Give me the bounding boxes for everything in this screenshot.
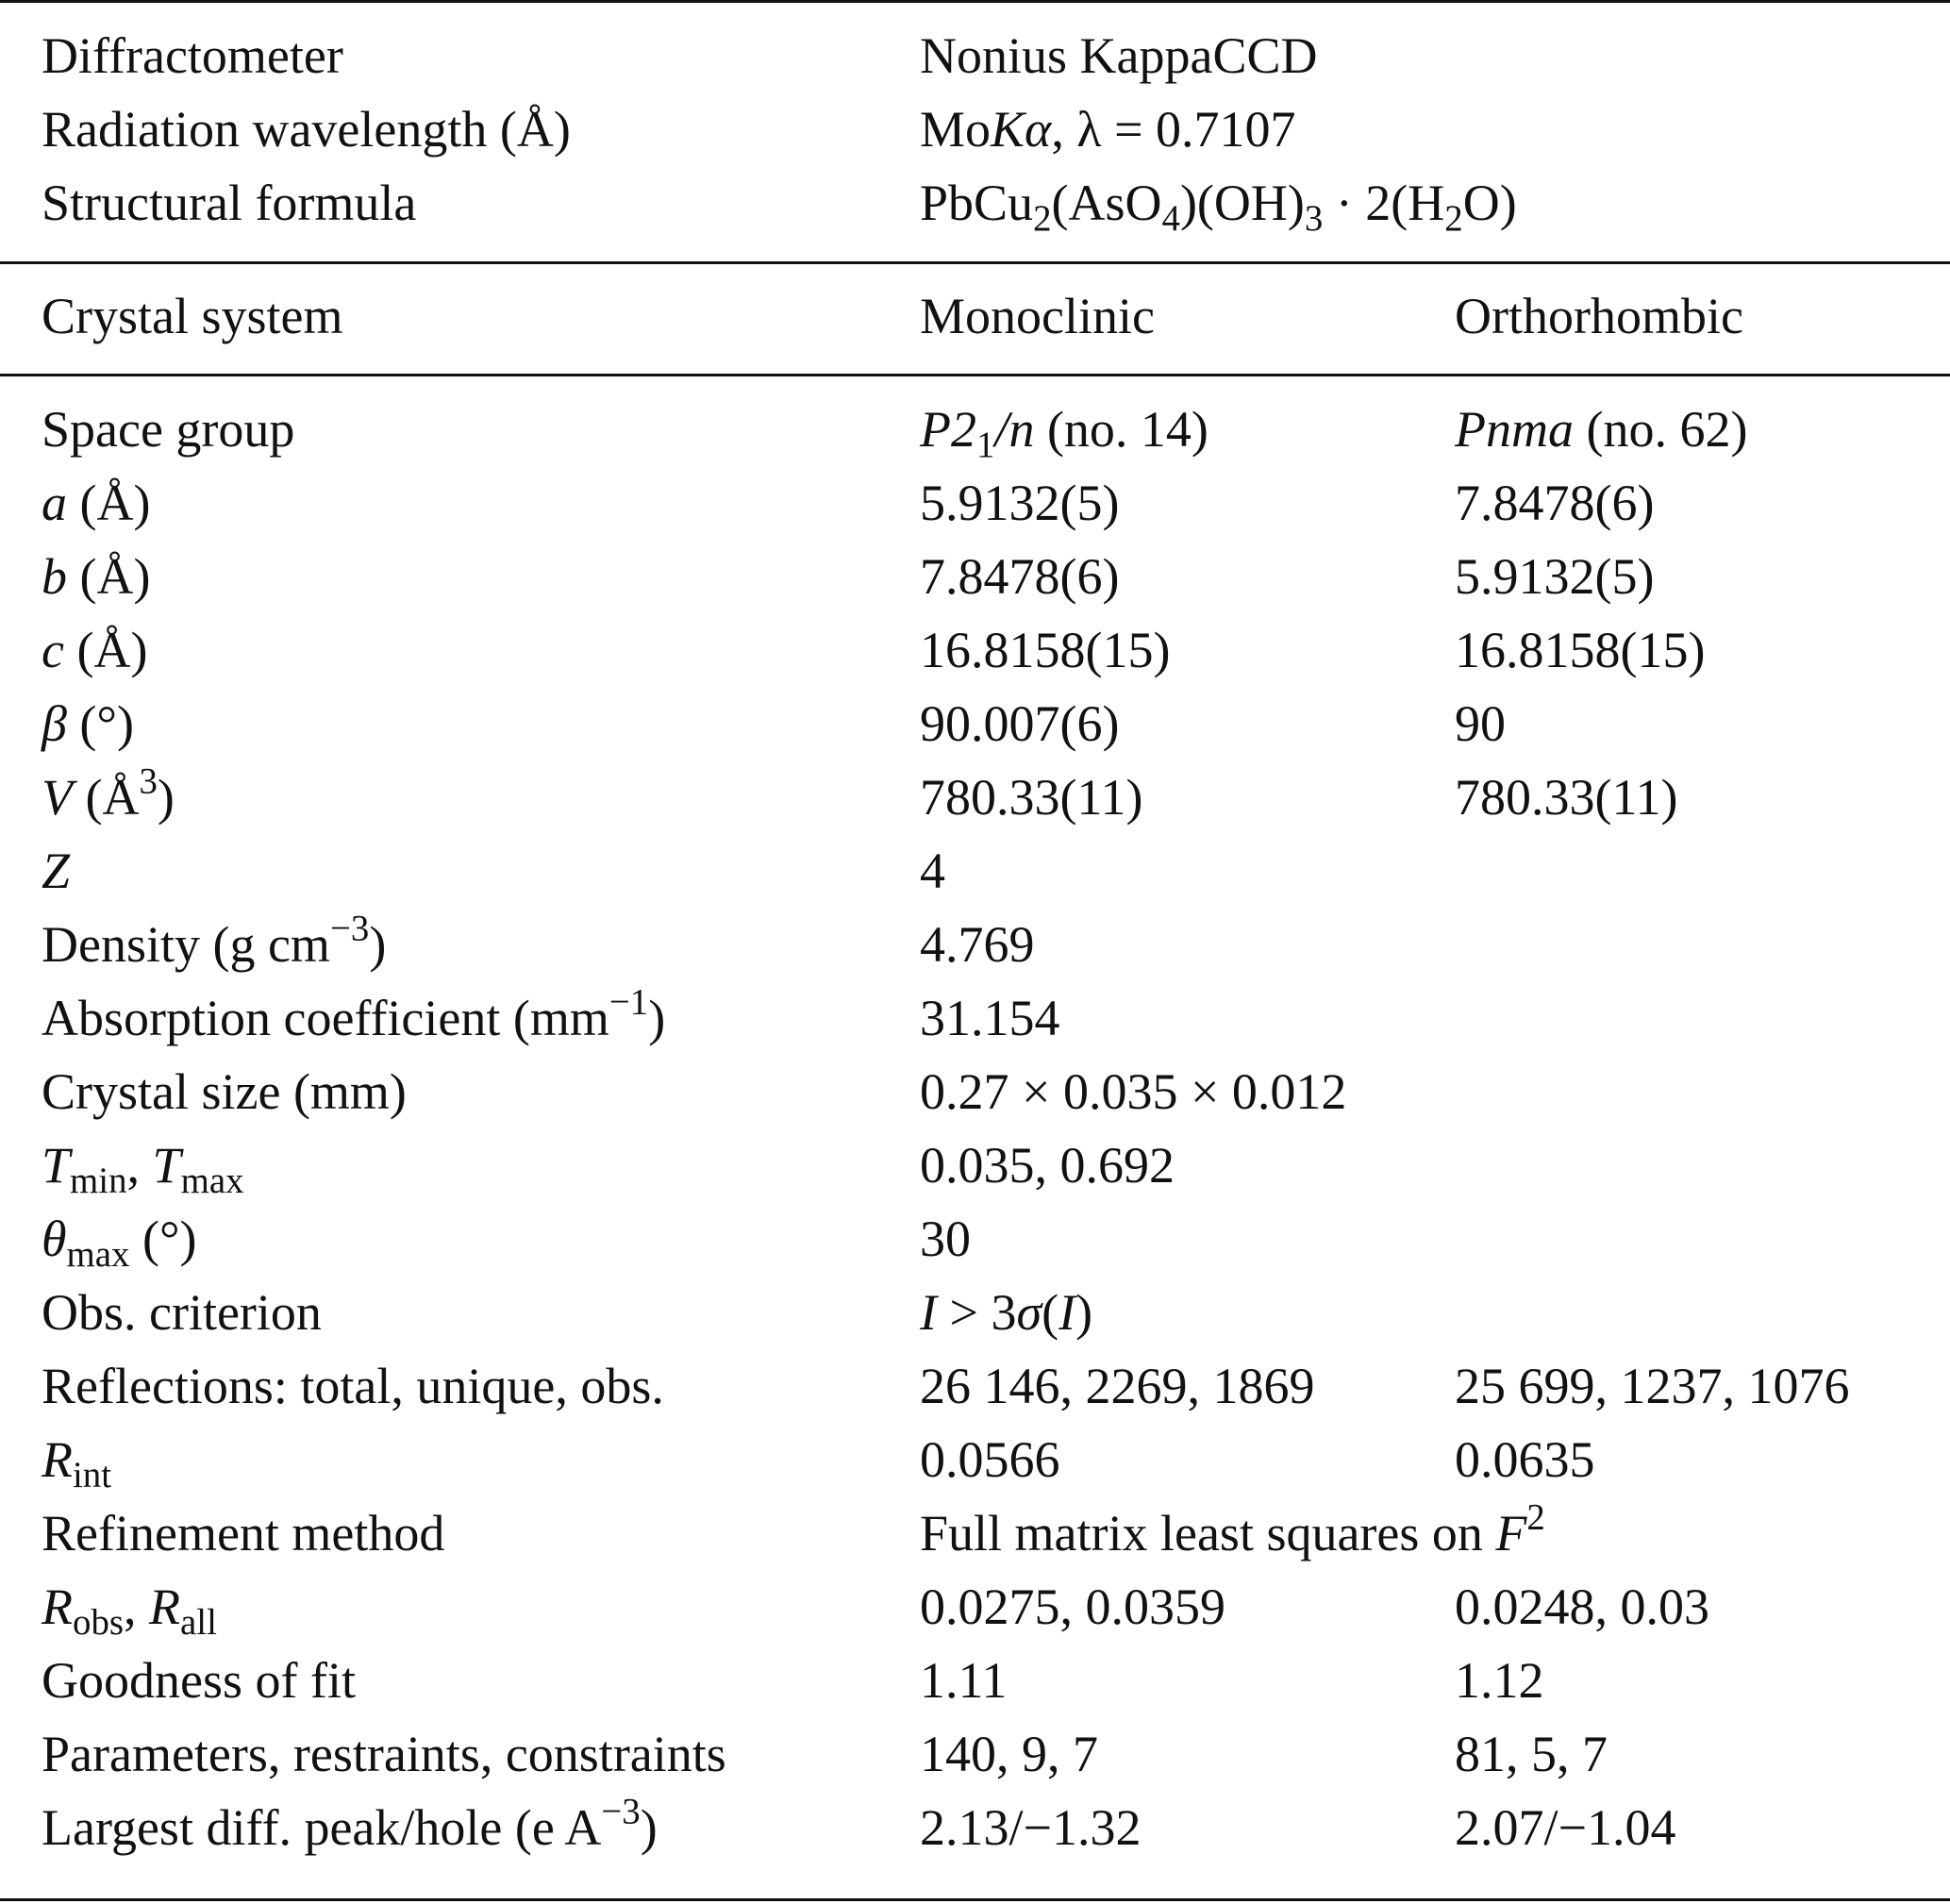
- label-theta-max: $\theta_{max}$ (°): [42, 1211, 197, 1275]
- value-radiation: MoKα, λ = 0.7107: [920, 101, 1296, 158]
- row-r-int: [0, 1423, 1950, 1496]
- value-reflections-mono: 26 146, 2269, 1869: [920, 1358, 1315, 1414]
- label-crystal-system: Crystal system: [42, 288, 343, 344]
- row-radiation: [0, 92, 1950, 166]
- label-refinement: Refinement method: [42, 1505, 445, 1562]
- label-r-int: $R_{int}$: [42, 1431, 112, 1495]
- rule-after-columns: [0, 374, 1950, 376]
- value-refinement: Full matrix least squares on $F^2$: [920, 1496, 1545, 1562]
- row-diff-peak: [0, 1791, 1950, 1864]
- rule-after-header: [0, 261, 1950, 264]
- label-space-group: Space group: [42, 401, 295, 458]
- row-volume: [0, 760, 1950, 834]
- column-monoclinic: Monoclinic: [920, 288, 1155, 344]
- row-crystal-system: [0, 279, 1950, 353]
- value-formula: $PbCu_2(AsO_4)(OH)_3 \cdot 2(H_2O)$: [920, 175, 1517, 239]
- value-diff-peak-mono: 2.13/−1.32: [920, 1799, 1142, 1856]
- label-beta: β (°): [42, 695, 134, 752]
- value-gof-mono: 1.11: [920, 1652, 1008, 1709]
- row-b: [0, 540, 1950, 613]
- row-c: [0, 613, 1950, 687]
- value-z: 4: [920, 843, 945, 899]
- label-c: c (Å): [42, 622, 148, 678]
- value-r-int-mono: 0.0566: [920, 1431, 1060, 1488]
- value-diffractometer: Nonius KappaCCD: [920, 27, 1318, 84]
- row-a: [0, 466, 1950, 540]
- value-c-ortho: 16.8158(15): [1455, 622, 1706, 678]
- value-diff-peak-ortho: 2.07/−1.04: [1455, 1799, 1676, 1856]
- value-r-int-ortho: 0.0635: [1455, 1431, 1595, 1488]
- value-b-mono: 7.8478(6): [920, 548, 1120, 605]
- column-orthorhombic: Orthorhombic: [1455, 288, 1743, 344]
- row-params: [0, 1717, 1950, 1791]
- value-space-group-mono: $P2_1/n$ (no. 14): [920, 401, 1208, 465]
- value-volume-mono: 780.33(11): [920, 769, 1143, 826]
- value-space-group-ortho: Pnma (no. 62): [1455, 401, 1748, 458]
- row-crystal-size: [0, 1055, 1950, 1128]
- value-b-ortho: 5.9132(5): [1455, 548, 1655, 605]
- row-refinement: [0, 1496, 1950, 1570]
- value-gof-ortho: 1.12: [1455, 1652, 1544, 1709]
- value-c-mono: 16.8158(15): [920, 622, 1171, 678]
- value-density: 4.769: [920, 916, 1035, 973]
- label-diffractometer: Diffractometer: [42, 27, 343, 84]
- bottom-rule: [0, 1898, 1950, 1901]
- top-rule: [0, 0, 1950, 3]
- label-a: a (Å): [42, 475, 151, 531]
- value-a-mono: 5.9132(5): [920, 475, 1120, 531]
- value-absorption: 31.154: [920, 990, 1060, 1046]
- row-tmin-tmax: [0, 1128, 1950, 1202]
- label-density: Density (g $cm^{-3}$): [42, 908, 387, 973]
- value-crystal-size: 0.27 × 0.035 × 0.012: [920, 1063, 1347, 1120]
- label-gof: Goodness of fit: [42, 1652, 356, 1709]
- label-b: b (Å): [42, 548, 151, 605]
- row-beta: [0, 687, 1950, 760]
- value-theta-max: 30: [920, 1211, 971, 1267]
- label-radiation: Radiation wavelength (Å): [42, 101, 571, 158]
- row-formula: [0, 166, 1950, 240]
- label-volume: V $(Å^3)$: [42, 760, 175, 826]
- value-obs-criterion: I > 3σ(I): [920, 1284, 1093, 1341]
- row-density: [0, 908, 1950, 981]
- row-r-obs-all: [0, 1570, 1950, 1644]
- label-absorption: Absorption coefficient $(mm^{-1})$: [42, 981, 666, 1046]
- value-params-ortho: 81, 5, 7: [1455, 1726, 1608, 1782]
- label-obs-criterion: Obs. criterion: [42, 1284, 322, 1341]
- value-volume-ortho: 780.33(11): [1455, 769, 1678, 826]
- value-r-obs-all-mono: 0.0275, 0.0359: [920, 1578, 1225, 1635]
- row-space-group: [0, 392, 1950, 466]
- value-params-mono: 140, 9, 7: [920, 1726, 1098, 1782]
- label-tmin-tmax: $T_{min}$, $T_{max}$: [42, 1137, 244, 1201]
- label-diff-peak: Largest diff. peak/hole (e $A^{-3}$): [42, 1791, 658, 1856]
- row-theta-max: [0, 1202, 1950, 1276]
- value-beta-ortho: 90: [1455, 695, 1506, 752]
- label-params: Parameters, restraints, constraints: [42, 1726, 726, 1782]
- value-tmin-tmax: 0.035, 0.692: [920, 1137, 1175, 1194]
- value-beta-mono: 90.007(6): [920, 695, 1120, 752]
- row-reflections: [0, 1349, 1950, 1423]
- row-diffractometer: [0, 19, 1950, 92]
- label-crystal-size: Crystal size (mm): [42, 1063, 407, 1120]
- label-reflections: Reflections: total, unique, obs.: [42, 1358, 664, 1414]
- value-a-ortho: 7.8478(6): [1455, 475, 1655, 531]
- label-formula: Structural formula: [42, 175, 417, 231]
- row-obs-criterion: [0, 1276, 1950, 1349]
- label-z: Z: [42, 843, 71, 899]
- row-z: [0, 834, 1950, 908]
- row-absorption: [0, 981, 1950, 1055]
- row-gof: [0, 1644, 1950, 1717]
- value-r-obs-all-ortho: 0.0248, 0.03: [1455, 1578, 1709, 1635]
- label-r-obs-all: $R_{obs}$, $R_{all}$: [42, 1578, 217, 1643]
- value-reflections-ortho: 25 699, 1237, 1076: [1455, 1358, 1850, 1414]
